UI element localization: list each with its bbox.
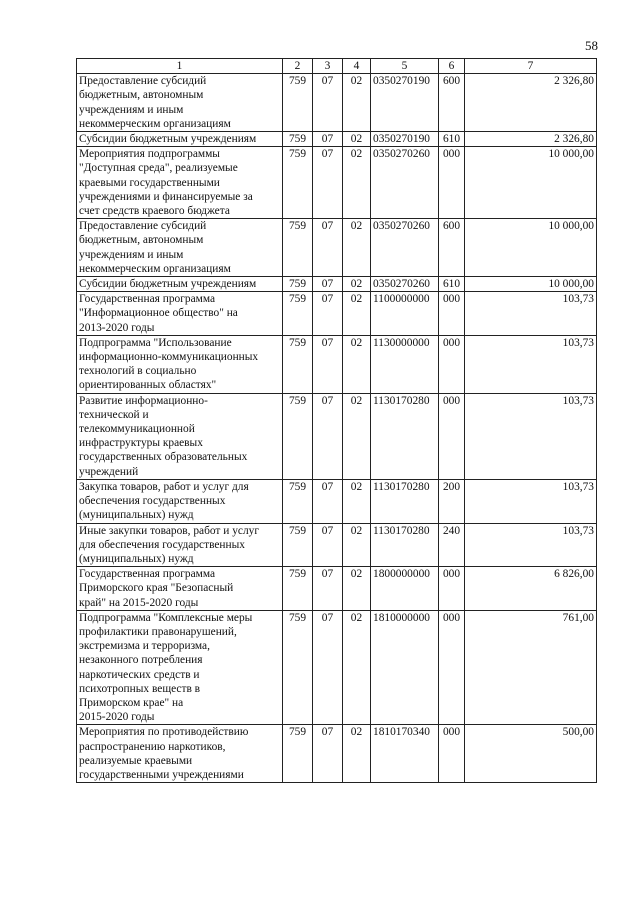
row-target-article-code: 1130170280: [371, 393, 439, 479]
row-amount: 103,73: [465, 523, 597, 567]
row-target-article-code: 1100000000: [371, 292, 439, 336]
row-ved-code: 759: [283, 393, 313, 479]
row-ved-code: 759: [283, 567, 313, 611]
row-amount: 10 000,00: [465, 147, 597, 219]
row-ved-code: 759: [283, 523, 313, 567]
row-section-code: 07: [313, 393, 343, 479]
table-row: [77, 393, 597, 479]
row-ved-code: 759: [283, 479, 313, 523]
row-subsection-code: 02: [343, 610, 371, 725]
row-name: Мероприятия по противодействию распространению наркотиков, реализуемые краевыми государственными учреждениями: [77, 725, 283, 783]
column-header: 3: [313, 59, 343, 74]
row-amount: 2 326,80: [465, 74, 597, 132]
row-target-article-code: 0350270190: [371, 74, 439, 132]
row-name: Мероприятия подпрограммы "Доступная среда", реализуемые краевыми государственными учреждениями и финансируемые за счет средств краевого бюджета: [77, 147, 283, 219]
row-target-article-code: 0350270190: [371, 132, 439, 147]
row-name: Субсидии бюджетным учреждениям: [77, 132, 283, 147]
row-expense-type-code: 610: [439, 132, 465, 147]
row-expense-type-code: 240: [439, 523, 465, 567]
table-row: [77, 132, 597, 147]
row-amount: 6 826,00: [465, 567, 597, 611]
row-ved-code: 759: [283, 725, 313, 783]
row-expense-type-code: 000: [439, 567, 465, 611]
row-ved-code: 759: [283, 277, 313, 292]
row-amount: 2 326,80: [465, 132, 597, 147]
table-row: [77, 523, 597, 567]
row-name: Государственная программа Приморского края "Безопасный край" на 2015-2020 годы: [77, 567, 283, 611]
row-subsection-code: 02: [343, 292, 371, 336]
row-expense-type-code: 000: [439, 610, 465, 725]
row-amount: 10 000,00: [465, 219, 597, 277]
row-ved-code: 759: [283, 292, 313, 336]
row-section-code: 07: [313, 147, 343, 219]
column-header: 6: [439, 59, 465, 74]
row-target-article-code: 1800000000: [371, 567, 439, 611]
table-row: [77, 610, 597, 725]
row-amount: 103,73: [465, 479, 597, 523]
row-name: Подпрограмма "Использование информационно-коммуникационных технологий в социально ориентированных областях": [77, 335, 283, 393]
row-section-code: 07: [313, 610, 343, 725]
table-row: [77, 335, 597, 393]
table-row: [77, 725, 597, 783]
column-header: 4: [343, 59, 371, 74]
row-amount: 103,73: [465, 292, 597, 336]
table-row: [77, 292, 597, 336]
row-amount: 10 000,00: [465, 277, 597, 292]
row-name: Предоставление субсидий бюджетным, автономным учреждениям и иным некоммерческим организациям: [77, 219, 283, 277]
row-subsection-code: 02: [343, 219, 371, 277]
row-name: Предоставление субсидий бюджетным, автономным учреждениям и иным некоммерческим организациям: [77, 74, 283, 132]
row-expense-type-code: 000: [439, 725, 465, 783]
row-expense-type-code: 200: [439, 479, 465, 523]
row-subsection-code: 02: [343, 147, 371, 219]
row-expense-type-code: 000: [439, 292, 465, 336]
row-subsection-code: 02: [343, 725, 371, 783]
column-header: 1: [77, 59, 283, 74]
row-ved-code: 759: [283, 147, 313, 219]
row-subsection-code: 02: [343, 479, 371, 523]
row-ved-code: 759: [283, 610, 313, 725]
row-section-code: 07: [313, 292, 343, 336]
column-header: 2: [283, 59, 313, 74]
row-target-article-code: 0350270260: [371, 219, 439, 277]
row-expense-type-code: 000: [439, 147, 465, 219]
column-header: 5: [371, 59, 439, 74]
row-ved-code: 759: [283, 74, 313, 132]
row-name: Развитие информационно- технической и телекоммуникационной инфраструктуры краевых государственных образовательных учреждений: [77, 393, 283, 479]
row-target-article-code: 1130000000: [371, 335, 439, 393]
row-subsection-code: 02: [343, 523, 371, 567]
column-header-row: [77, 59, 597, 74]
row-section-code: 07: [313, 277, 343, 292]
row-amount: 500,00: [465, 725, 597, 783]
table-row: [77, 147, 597, 219]
row-ved-code: 759: [283, 132, 313, 147]
row-expense-type-code: 000: [439, 393, 465, 479]
column-header: 7: [465, 59, 597, 74]
row-expense-type-code: 600: [439, 219, 465, 277]
row-amount: 103,73: [465, 393, 597, 479]
row-section-code: 07: [313, 523, 343, 567]
row-subsection-code: 02: [343, 335, 371, 393]
row-ved-code: 759: [283, 335, 313, 393]
row-section-code: 07: [313, 74, 343, 132]
row-subsection-code: 02: [343, 132, 371, 147]
table-row: [77, 219, 597, 277]
row-target-article-code: 1810170340: [371, 725, 439, 783]
row-expense-type-code: 000: [439, 335, 465, 393]
row-name: Подпрограмма "Комплексные меры профилактики правонарушений, экстремизма и терроризма, незаконного потребления наркотических средств и психотропных веществ в Приморском крае" на 2015-2020 годы: [77, 610, 283, 725]
row-section-code: 07: [313, 479, 343, 523]
row-expense-type-code: 600: [439, 74, 465, 132]
table-row: [77, 74, 597, 132]
row-target-article-code: 1130170280: [371, 523, 439, 567]
table-row: [77, 567, 597, 611]
row-target-article-code: 1810000000: [371, 610, 439, 725]
row-section-code: 07: [313, 335, 343, 393]
budget-table: [76, 58, 597, 783]
table-row: [77, 479, 597, 523]
row-section-code: 07: [313, 725, 343, 783]
table-row: [77, 277, 597, 292]
row-subsection-code: 02: [343, 277, 371, 292]
row-subsection-code: 02: [343, 74, 371, 132]
row-ved-code: 759: [283, 219, 313, 277]
row-subsection-code: 02: [343, 567, 371, 611]
row-section-code: 07: [313, 132, 343, 147]
row-target-article-code: 1130170280: [371, 479, 439, 523]
row-section-code: 07: [313, 567, 343, 611]
row-amount: 103,73: [465, 335, 597, 393]
row-expense-type-code: 610: [439, 277, 465, 292]
row-name: Закупка товаров, работ и услуг для обеспечения государственных (муниципальных) нужд: [77, 479, 283, 523]
row-target-article-code: 0350270260: [371, 147, 439, 219]
row-subsection-code: 02: [343, 393, 371, 479]
row-section-code: 07: [313, 219, 343, 277]
row-amount: 761,00: [465, 610, 597, 725]
row-name: Государственная программа "Информационное общество" на 2013-2020 годы: [77, 292, 283, 336]
row-name: Иные закупки товаров, работ и услуг для обеспечения государственных (муниципальных) нужд: [77, 523, 283, 567]
row-name: Субсидии бюджетным учреждениям: [77, 277, 283, 292]
row-target-article-code: 0350270260: [371, 277, 439, 292]
page-number: 58: [585, 38, 598, 53]
